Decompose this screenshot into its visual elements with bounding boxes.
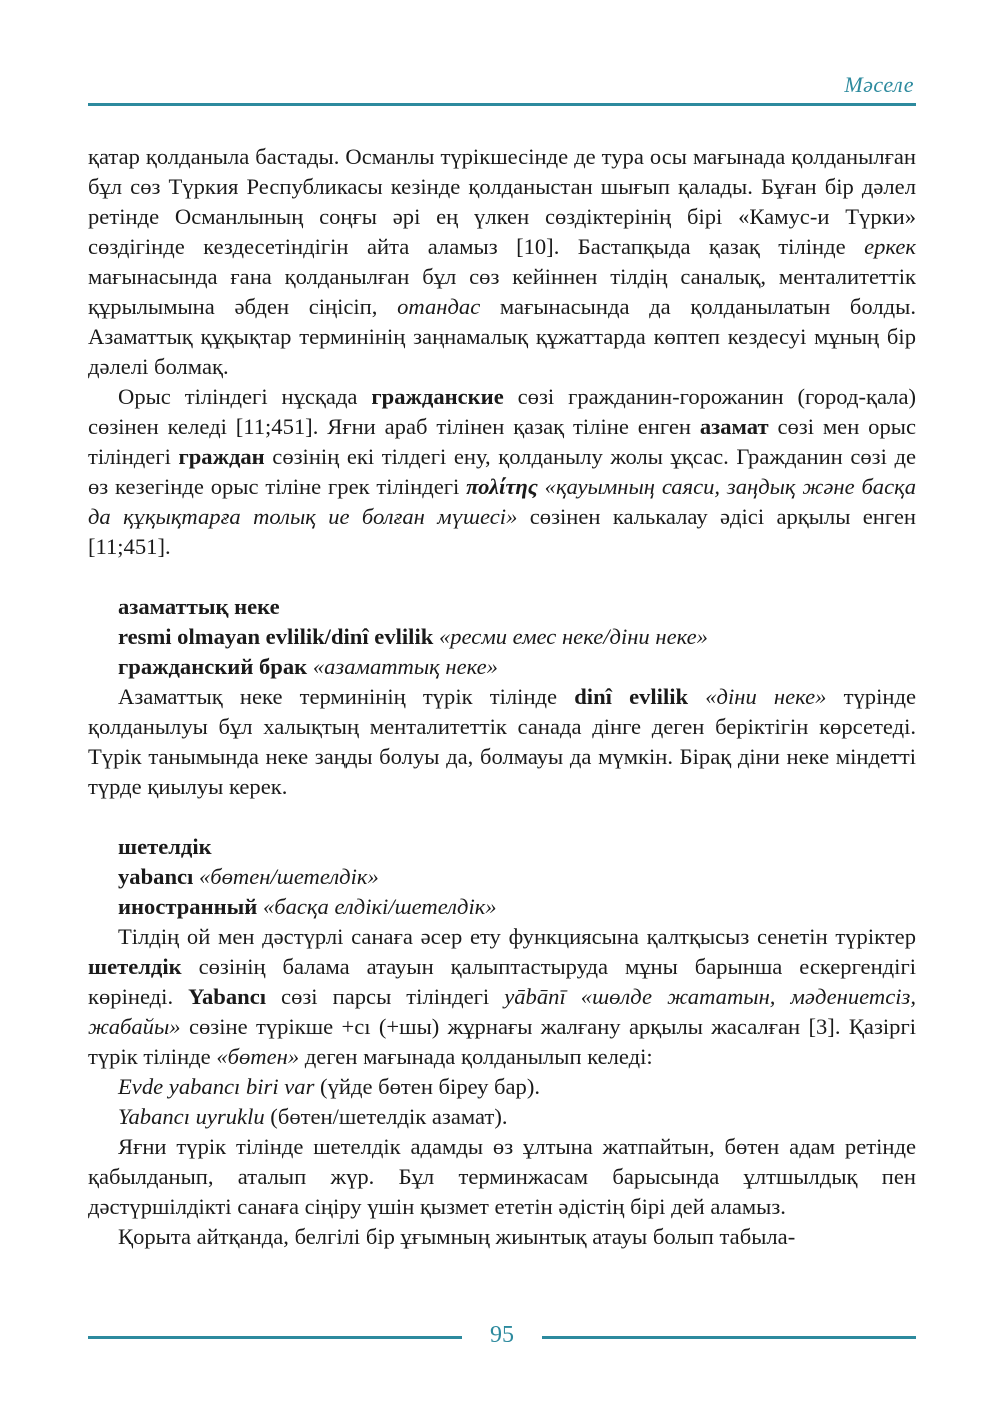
paragraph-2: Орыс тіліндегі нұсқада гражданские сөзі гражданин-горожанин (город-қала) сөзінен келеді [11;451]. Яғни араб тілінен қазақ тіліне енген азамат сөзі мен орыс тіліндегі граждан сөзінің екі тілдегі ену, қолданылу жолы ұқсас. Гражданин сөзі де өз кезегінде орыс тіліне грек тіліндегі πολίτης «қауымның саяси, заңдық және басқа да құқықтарға толық ие болған мүшесі» сөзінен калькалау әдісі арқылы енген [11;451].	[88, 384, 916, 559]
paragraph-3: Азаматтық неке терминінің түрік тілінде dinî evlilik «діни неке» түрінде қолданылуы бұл халықтың менталитеттік санада дінге деген беріктігін көрсетеді. Түрік танымында неке заңды болуы да, болмауы да мүмкін. Бірақ діни неке міндетті түрде қиылуы керек.	[88, 684, 917, 799]
term-heading: шетелдік	[118, 834, 212, 859]
running-head	[88, 70, 916, 106]
term-heading: азаматтық неке	[118, 594, 280, 619]
paragraph-4: Тілдің ой мен дәстүрлі санаға әсер ету функциясына қалтқысыз сенетін түріктер шетелдік сөзінің балама атауын қалыптастыруда мұны барынша ескергендігі көрінеді. Yabancı сөзі парсы тіліндегі yābānī «шөлде жататын, мәдениетсіз, жабайы» сөзіне түрікше +сı (+шы) жұрнағы жалғану арқылы жасалған [3]. Қазіргі түрік тілінде «бөтен» деген мағынада қолданылып келеді:	[88, 924, 917, 1069]
paragraph-5: Яғни түрік тілінде шетелдік адамды өз ұлтына жатпайтын, бөтен адам ретінде қабылданып, аталып жүр. Бұл терминжасам барысында ұлтшылдық пен дәстүршілдікті санаға сіңіру үшін қызмет ететін әдістің бірі дей аламыз.	[88, 1134, 916, 1219]
section-title: Мәселе	[844, 72, 914, 97]
paragraph-6: Қорыта айтқанда, белгілі бір ұғымның жиынтық атауы болып табыла-	[118, 1224, 796, 1249]
paragraph-1: қатар қолданыла бастады. Османлы түрікшесінде де тура осы мағынада қолданылған бұл сөз Түркия Республикасы кезінде қолданыстан шығып қалады. Бұған бір дәлел ретінде Османлының соңғы әрі ең үлкен сөздіктерінің бірі «Камус-и Түрки» сөздігінде кездесетіндігін айта аламыз [10]. Бастапқыда қазақ тілінде еркек мағынасында ғана қолданылған бұл сөз кейіннен тілдің саналық, менталитеттік құрылымына әбден сіңісіп, отандас мағынасында да қолданылатын болды. Азаматтық құқықтар терминінің заңнамалық құжаттарда көптеп кездесуі мұның бір дәлелі болмақ.	[88, 144, 916, 379]
term-russian: иностранный «басқа елдікі/шетелдік»	[118, 894, 497, 919]
term-turkish: yabancı «бөтен/шетелдік»	[118, 864, 379, 889]
header-rule	[88, 103, 916, 106]
page-number: 95	[490, 1322, 514, 1348]
footer-rule-right	[542, 1336, 916, 1339]
example-2: Yabancı uyruklu (бөтен/шетелдік азамат).	[118, 1104, 508, 1129]
article-body	[88, 142, 916, 1252]
term-turkish: resmi olmayan evlilik/dinî evlilik «ресми емес неке/діни неке»	[118, 624, 708, 649]
term-russian: гражданский брак «азаматтық неке»	[118, 654, 498, 679]
page-footer	[88, 1322, 916, 1352]
example-1: Evde yabancı biri var (үйде бөтен біреу бар).	[118, 1074, 541, 1099]
footer-rule-left	[88, 1336, 462, 1339]
